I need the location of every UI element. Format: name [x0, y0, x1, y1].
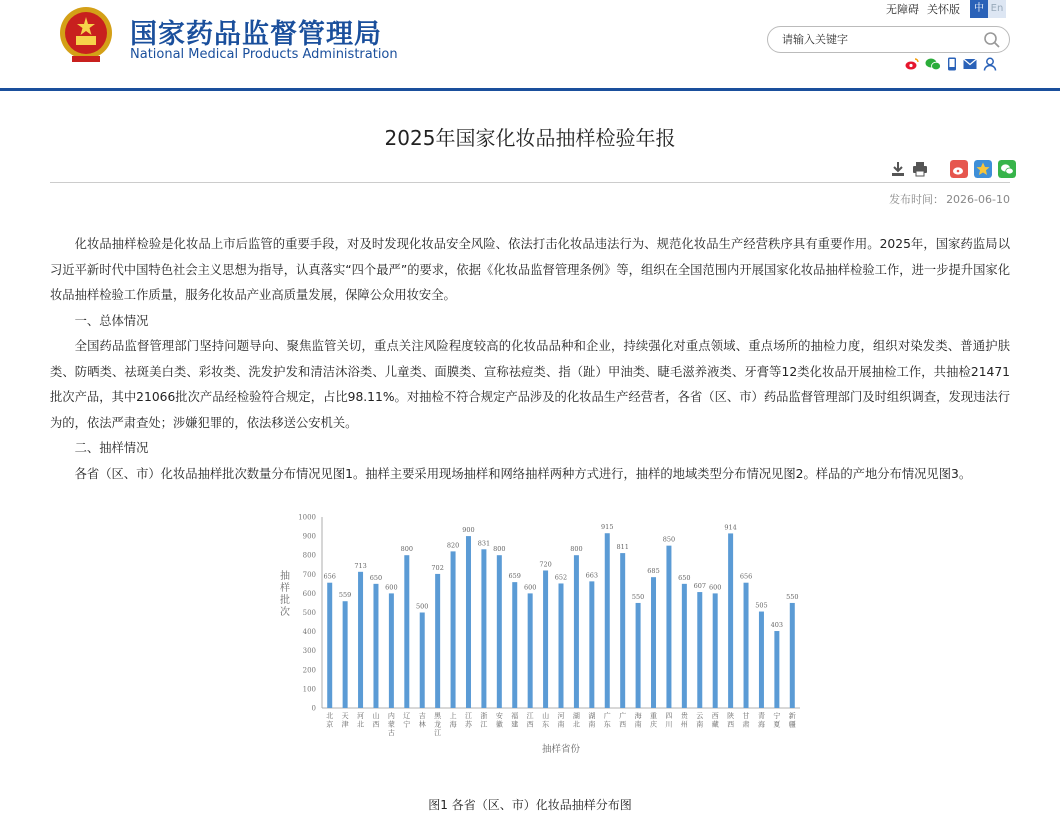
- search-icon[interactable]: [983, 31, 1001, 49]
- x-tick-label: 海: [449, 720, 457, 729]
- data-label: 656: [739, 572, 753, 581]
- data-label: 650: [678, 573, 691, 582]
- x-tick-label: 山: [542, 712, 550, 720]
- x-tick-label: 林: [418, 720, 426, 729]
- data-label: 550: [786, 592, 799, 601]
- x-tick-label: 西: [711, 712, 719, 720]
- share-wechat-icon[interactable]: [998, 160, 1016, 178]
- data-label: 600: [708, 583, 722, 592]
- province-sampling-bar-chart: [270, 505, 810, 765]
- x-tick-label: 州: [680, 720, 688, 729]
- x-tick-label: 建: [511, 720, 519, 729]
- data-label: 656: [323, 572, 336, 581]
- social-links: [905, 57, 997, 71]
- language-switch: [970, 0, 1006, 18]
- article-title: 2025年国家化妆品抽样检验年报: [384, 126, 676, 150]
- data-label: 505: [755, 601, 768, 610]
- bar: [759, 612, 764, 708]
- lang-en-button[interactable]: En: [988, 0, 1006, 18]
- y-tick-label: 100: [302, 685, 316, 694]
- x-tick-label: 宁: [773, 712, 781, 720]
- x-tick-label: 南: [588, 720, 596, 729]
- data-label: 900: [462, 526, 475, 535]
- x-tick-label: 龙: [434, 720, 442, 729]
- bar: [481, 549, 486, 708]
- x-tick-label: 东: [542, 720, 550, 729]
- publish-date-label: 发布时间：: [889, 193, 945, 206]
- x-tick-label: 河: [357, 712, 365, 720]
- data-label: 702: [431, 563, 444, 572]
- header-divider: [0, 88, 1060, 91]
- y-axis-label: 抽: [280, 571, 290, 582]
- x-tick-label: 陕: [727, 712, 735, 720]
- x-tick-label: 安: [495, 712, 503, 720]
- x-tick-label: 辽: [403, 712, 411, 720]
- x-tick-label: 天: [341, 712, 349, 720]
- y-axis-label: 样: [280, 583, 290, 594]
- y-tick-label: 900: [302, 532, 316, 541]
- mobile-icon[interactable]: [947, 57, 957, 71]
- x-tick-label: 云: [696, 712, 704, 720]
- data-label: 663: [585, 571, 599, 580]
- data-label: 850: [662, 535, 676, 544]
- y-tick-label: 700: [302, 570, 316, 579]
- x-tick-label: 广: [619, 712, 627, 720]
- bar: [373, 584, 378, 708]
- share-weibo-icon[interactable]: [950, 160, 968, 178]
- data-label: 685: [647, 567, 660, 576]
- bar: [466, 536, 471, 708]
- search-box: [767, 26, 1010, 53]
- y-tick-label: 800: [302, 551, 316, 560]
- section-heading: 二、抽样情况: [74, 441, 149, 455]
- national-emblem-icon: [58, 6, 114, 64]
- y-tick-label: 600: [302, 589, 316, 598]
- lang-zh-button[interactable]: 中: [970, 0, 988, 18]
- x-tick-label: 贵: [680, 712, 688, 720]
- share-qzone-icon[interactable]: [974, 160, 992, 178]
- bar: [620, 553, 625, 708]
- data-label: 607: [693, 582, 706, 591]
- data-label: 800: [493, 545, 506, 554]
- data-label: 600: [523, 583, 537, 592]
- x-tick-label: 北: [326, 712, 334, 720]
- bar: [435, 574, 440, 708]
- data-label: 500: [416, 602, 429, 611]
- bar: [451, 551, 456, 708]
- wechat-icon[interactable]: [925, 57, 941, 71]
- bar: [744, 583, 749, 708]
- bar: [420, 613, 425, 709]
- top-links: [886, 1, 960, 17]
- bar: [682, 584, 687, 708]
- x-tick-label: 西: [372, 720, 380, 729]
- mail-icon[interactable]: [963, 58, 977, 70]
- data-label: 820: [446, 541, 460, 550]
- x-tick-label: 南: [696, 720, 704, 729]
- x-tick-label: 西: [619, 720, 627, 729]
- bar: [589, 581, 594, 708]
- org-name-en[interactable]: National Medical Products Administration: [130, 47, 398, 62]
- article-tools: [890, 160, 1016, 178]
- data-label: 713: [354, 561, 367, 570]
- x-tick-label: 重: [650, 712, 658, 720]
- bar: [559, 583, 564, 708]
- x-tick-label: 河: [557, 712, 565, 720]
- x-tick-label: 南: [634, 720, 642, 729]
- bar: [651, 577, 656, 708]
- accessibility-link[interactable]: 无障碍: [886, 3, 919, 16]
- x-tick-label: 东: [603, 720, 611, 729]
- x-tick-label: 湖: [572, 712, 580, 720]
- x-tick-label: 海: [634, 712, 642, 720]
- x-tick-label: 蒙: [387, 720, 395, 729]
- x-tick-label: 徽: [495, 720, 503, 729]
- y-tick-label: 200: [302, 666, 316, 675]
- x-tick-label: 京: [326, 720, 334, 729]
- y-tick-label: 300: [302, 647, 316, 656]
- x-tick-label: 江: [434, 729, 442, 737]
- x-tick-label: 津: [341, 720, 349, 729]
- x-tick-label: 甘: [742, 712, 750, 720]
- x-tick-label: 黑: [434, 712, 442, 720]
- site-header: [0, 0, 1060, 88]
- x-tick-label: 西: [526, 720, 534, 729]
- bar: [574, 555, 579, 708]
- data-label: 914: [724, 523, 737, 532]
- article-paragraph: 化妆品抽样检验是化妆品上市后监管的重要手段，对及时发现化妆品安全风险、依法打击化妆品违法行为、规范化妆品生产经营秩序具有重要作用。2025年，国家药监局以习近平新时代中国特色社会主义思想为指导，认真落实“四个最严”的要求，依据《化妆品监督管理条例》等，组织在全国范围内开展国家化妆品抽样检验工作，进一步提升国家化妆品抽样检验工作质量，服务化妆品产业高质量发展，保障公众用妆安全。: [50, 237, 1010, 302]
- data-label: 831: [477, 539, 491, 548]
- title-divider: [50, 182, 1010, 183]
- bar: [666, 546, 671, 708]
- publish-date: [889, 191, 1010, 207]
- care-mode-link[interactable]: 关怀版: [927, 3, 960, 16]
- x-tick-label: 宁: [403, 720, 411, 729]
- x-tick-label: 北: [572, 720, 580, 729]
- x-tick-label: 川: [665, 720, 673, 729]
- y-axis-label: 批: [280, 595, 290, 606]
- data-label: 800: [570, 545, 583, 554]
- article-paragraph: 全国药品监督管理部门坚持问题导向、聚焦监管关切，重点关注风险程度较高的化妆品品种和企业，持续强化对重点领域、重点场所的抽检力度，组织对染发类、普通护肤类、防晒类、祛斑美白类、彩妆类、洗发护发和清洁沐浴类、儿童类、面膜类、宣称祛痘类、指（趾）甲油类、睫毛滋养液类、牙膏等12类化妆品开展抽检工作，共抽检21471批次产品，其中21066批次产品经检验符合规定，占比98.11%。对抽检不符合规定产品涉及的化妆品生产经营者，各省（区、市）药品监督管理部门及时组织调查，发现违法行为的，依法严肃查处；涉嫌犯罪的，依法移送公安机关。: [50, 339, 1010, 430]
- data-label: 659: [508, 572, 521, 581]
- bar: [543, 570, 548, 708]
- y-tick-label: 1000: [298, 513, 316, 522]
- bar: [404, 555, 409, 708]
- section-heading: 一、总体情况: [74, 313, 149, 328]
- figure-caption: 图1 各省（区、市）化妆品抽样分布图: [428, 798, 632, 812]
- y-tick-label: 500: [302, 609, 316, 617]
- x-tick-label: 疆: [788, 720, 796, 729]
- bar: [528, 593, 533, 708]
- bar: [697, 592, 702, 708]
- x-tick-label: 北: [357, 720, 365, 729]
- data-label: 403: [770, 621, 784, 630]
- data-label: 652: [554, 573, 568, 582]
- bar: [497, 555, 502, 708]
- x-tick-label: 内: [387, 712, 395, 720]
- weibo-icon[interactable]: [905, 57, 919, 71]
- data-label: 720: [539, 560, 552, 569]
- bar: [728, 533, 733, 708]
- article-paragraph: 各省（区、市）化妆品抽样批次数量分布情况见图1。抽样主要采用现场抽样和网络抽样两种方式进行，抽样的地域类型分布情况见图2。样品的产地分布情况见图3。: [74, 466, 972, 481]
- x-tick-label: 上: [449, 712, 457, 720]
- x-tick-label: 肃: [742, 720, 750, 729]
- bar: [343, 601, 348, 708]
- x-tick-label: 青: [757, 712, 765, 720]
- x-tick-label: 浙: [480, 712, 488, 720]
- data-label: 811: [616, 543, 629, 552]
- x-tick-label: 广: [603, 712, 611, 720]
- article-body: [50, 232, 1010, 487]
- x-tick-label: 四: [665, 712, 673, 720]
- bar: [790, 603, 795, 708]
- data-label: 559: [338, 591, 352, 600]
- x-tick-label: 江: [464, 712, 472, 720]
- x-tick-label: 西: [727, 720, 735, 729]
- x-tick-label: 江: [526, 712, 534, 720]
- data-label: 550: [631, 592, 645, 601]
- x-tick-label: 新: [788, 712, 796, 720]
- x-tick-label: 夏: [773, 720, 781, 729]
- bar: [358, 572, 363, 708]
- x-tick-label: 吉: [418, 712, 426, 720]
- search-input[interactable]: [782, 27, 982, 52]
- x-tick-label: 江: [480, 720, 488, 729]
- bar: [636, 603, 641, 708]
- x-tick-label: 福: [511, 712, 519, 720]
- print-icon[interactable]: [912, 161, 928, 177]
- bar: [327, 583, 332, 708]
- bar: [605, 533, 610, 708]
- y-tick-label: 0: [311, 704, 316, 713]
- x-tick-label: 古: [387, 729, 395, 737]
- x-tick-label: 庆: [650, 720, 658, 729]
- data-label: 650: [369, 573, 383, 582]
- y-tick-label: 400: [302, 628, 316, 637]
- bar: [389, 593, 394, 708]
- x-tick-label: 南: [557, 720, 565, 729]
- data-label: 915: [601, 523, 614, 532]
- x-tick-label: 苏: [464, 720, 472, 729]
- download-icon[interactable]: [890, 161, 906, 177]
- data-label: 800: [400, 545, 414, 554]
- publish-date-value: 2026-06-10: [946, 193, 1010, 206]
- x-tick-label: 湖: [588, 712, 596, 720]
- bar: [713, 593, 718, 708]
- x-axis-label: 抽样省份: [541, 744, 581, 755]
- x-tick-label: 海: [757, 720, 765, 729]
- user-icon[interactable]: [983, 57, 997, 71]
- bar: [774, 631, 779, 708]
- y-axis-label: 次: [280, 607, 290, 618]
- x-tick-label: 藏: [711, 720, 719, 729]
- x-tick-label: 山: [372, 712, 380, 720]
- org-name-cn[interactable]: 国家药品监督管理局: [130, 19, 382, 50]
- data-label: 600: [385, 583, 398, 592]
- bar: [512, 582, 517, 708]
